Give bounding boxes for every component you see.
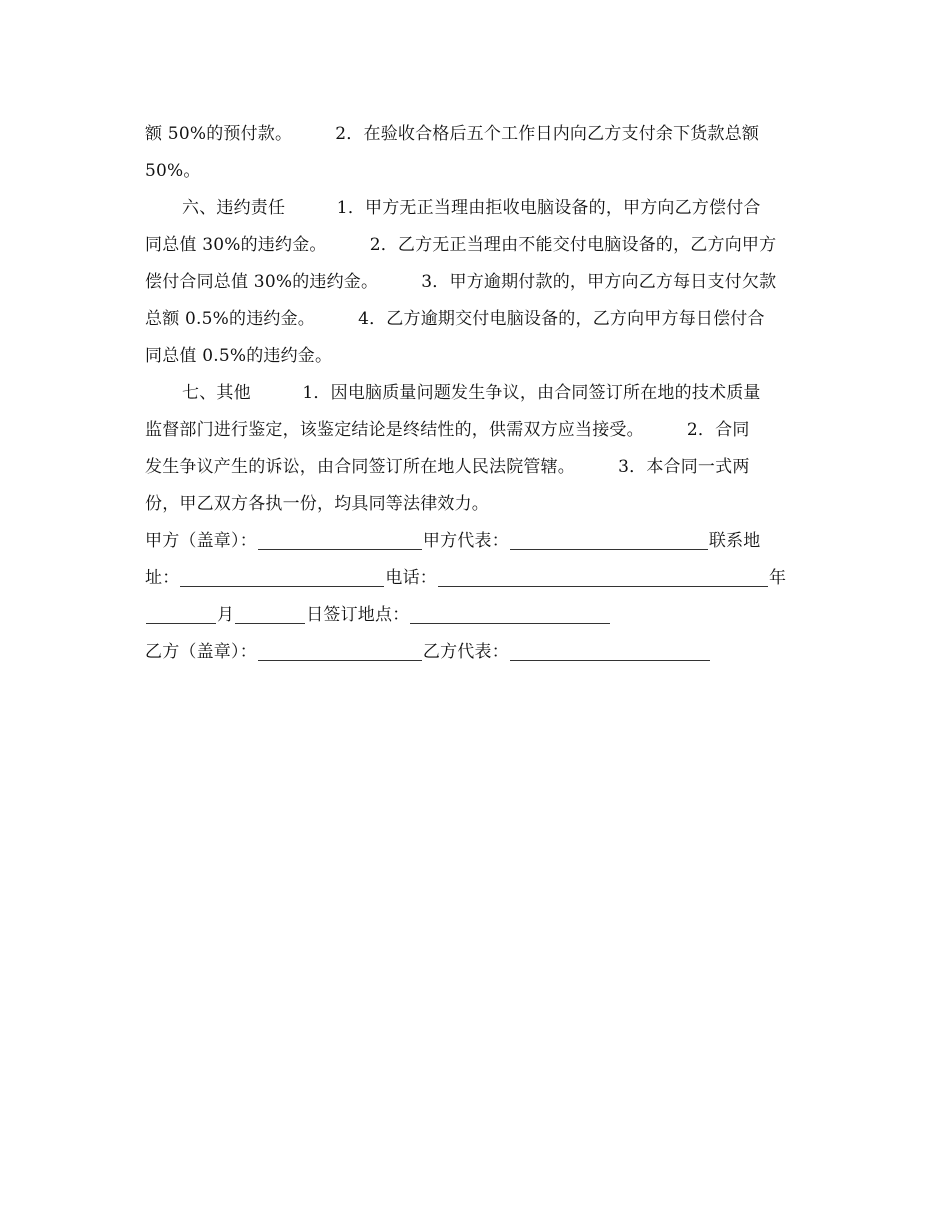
party-a-seal-label: 甲方（盖章）：: [145, 531, 257, 551]
other-terms-line-3: 发生争议产生的诉讼，由合同签订所在地人民法院管辖。 3．本合同一式两: [145, 457, 750, 477]
signature-line-party-b: [145, 634, 810, 671]
other-terms-line-2: 监督部门进行鉴定，该鉴定结论是终结性的，供需双方应当接受。 2．合同: [145, 420, 750, 440]
year-label: 年: [769, 568, 787, 588]
day-place-label: 日签订地点：: [306, 605, 410, 625]
month-blank[interactable]: [146, 603, 216, 624]
breach-liability-line-4: 总额 0.5%的违约金。 4．乙方逾期交付电脑设备的，乙方向甲方每日偿付合: [145, 309, 765, 329]
party-a-rep-label: 甲方代表：: [422, 531, 509, 551]
breach-liability-line-1: 六、违约责任 1．甲方无正当理由拒收电脑设备的，甲方向乙方偿付合: [182, 198, 761, 218]
phone-label: 电话：: [385, 568, 438, 588]
breach-liability-line-2: 同总值 30%的违约金。 2．乙方无正当理由不能交付电脑设备的，乙方向甲方: [145, 235, 777, 255]
address-label-part1: 联系地: [708, 531, 761, 551]
day-blank[interactable]: [235, 603, 305, 624]
party-b-seal-blank[interactable]: [258, 640, 422, 661]
address-label-part2: 址：: [145, 568, 180, 588]
month-label: 月: [217, 605, 235, 625]
phone-blank[interactable]: [438, 566, 768, 587]
signature-line-address: [145, 560, 810, 597]
breach-liability-line-5: 同总值 0.5%的违约金。: [145, 346, 333, 366]
party-b-rep-blank[interactable]: [510, 640, 710, 661]
other-terms-line-1: 七、其他 1．因电脑质量问题发生争议，由合同签订所在地的技术质量: [182, 383, 761, 403]
other-terms-line-4: 份，甲乙双方各执一份，均具同等法律效力。: [145, 494, 489, 514]
payment-clause-line-1: 额 50%的预付款。 2．在验收合格后五个工作日内向乙方支付余下货款总额: [145, 124, 760, 144]
breach-liability-line-3: 偿付合同总值 30%的违约金。 3．甲方逾期付款的，甲方向乙方每日支付欠款: [145, 272, 777, 292]
address-blank[interactable]: [180, 566, 384, 587]
party-b-seal-label: 乙方（盖章）：: [145, 642, 257, 662]
signature-line-date: [145, 597, 810, 634]
party-a-rep-blank[interactable]: [510, 529, 708, 550]
party-a-seal-blank[interactable]: [258, 529, 422, 550]
contract-body: [145, 116, 810, 671]
signature-line-party-a: [145, 523, 810, 560]
payment-clause-line-2: 50%。: [145, 161, 201, 181]
signing-place-blank[interactable]: [410, 603, 610, 624]
party-b-rep-label: 乙方代表：: [422, 642, 509, 662]
